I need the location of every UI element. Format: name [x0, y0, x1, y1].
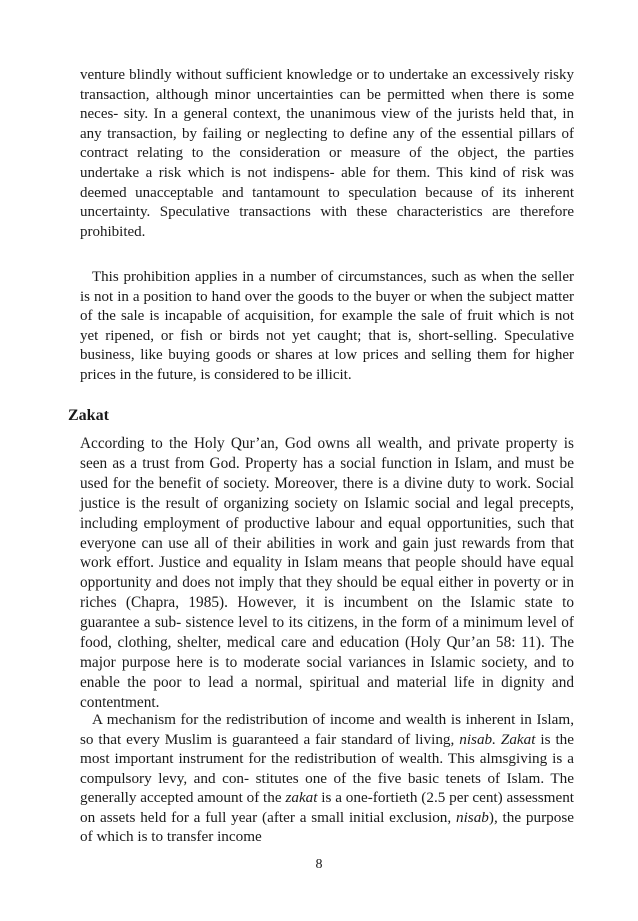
- paragraph-zakat-mechanism: [80, 710, 574, 847]
- italic-term-nisab: nisab: [455, 808, 489, 826]
- text-run: A mechanism for the redistribution of income and wealth is inherent in Islam, so that every Muslim is guaranteed a fair standard of living,: [80, 711, 574, 748]
- paragraph-prohibition: This prohibition applies in a number of circumstances, such as when the seller is not in a position to hand over the goods to the buyer or when the subject matter of the sale is incapable of acquisition, for example the sale of fruit which is not yet ripened, or fish or birds not yet caught; that is, short-selling. Speculative business, like buying goods or shares at low prices and selling them for higher prices in the future, is considered to be illicit.: [80, 269, 574, 383]
- paragraph-zakat-intro: According to the Holy Qur’an, God owns all wealth, and private property is seen as a trust from God. Property has a social function in Islam, and must be used for the benefit of society. Moreover, there is a divine duty to work. Social justice is the result of organizing society on Islamic social and legal precepts, including employment of productive labour and equal opportunities, such that everyone can use all of their abilities in work and gain just rewards from that work effort. Justice and equality in Islam means that people should have equal opportunity and does not imply that they should be equal either in poverty or in riches (Chapra, 1985). However, it is incumbent on the Islamic state to guarantee a sub- sistence level to its citizens, in the form of a minimum level of food, clothing, shelter, medical care and education (Holy Qur’an 58: 11). The major purpose here is to moderate social variances in Islamic society, and to enable the poor to lead a normal, spiritual and material life in dignity and contentment.: [80, 435, 574, 711]
- text-run: is a one-fortieth (2.5 per cent) assessment on assets held for a full year (after a small initial exclusion,: [80, 789, 575, 826]
- page-number: 8: [315, 857, 323, 872]
- italic-term-nisab: nisab.: [459, 730, 496, 748]
- italic-term-zakat: zakat: [285, 789, 318, 806]
- text-run: is the most important instrument for the redistribution of wealth. This almsgiving is a compulsory levy, and con- stitutes one of the five basic tenets of Islam. The generally accepted amount of the: [80, 730, 574, 806]
- section-heading-zakat: Zakat: [68, 407, 109, 424]
- paragraph-speculation-risk: venture blindly without sufficient knowledge or to undertake an excessively risky transaction, although minor uncertainties can be permitted when there is some neces- sity. In a general context, the unanimous view of the jurists held that, in any transaction, by failing or neglecting to define any of the essential pillars of contract relating to the consideration or measure of the object, the parties undertake a risk which is not indispens- able for them. This kind of risk was deemed unacceptable and tantamount to speculation because of its inherent uncertainty. Speculative transactions with these characteristics are therefore prohibited.: [80, 67, 574, 240]
- italic-term-zakat: Zakat: [500, 730, 536, 748]
- text-run: ), the purpose of which is to transfer income: [80, 808, 574, 845]
